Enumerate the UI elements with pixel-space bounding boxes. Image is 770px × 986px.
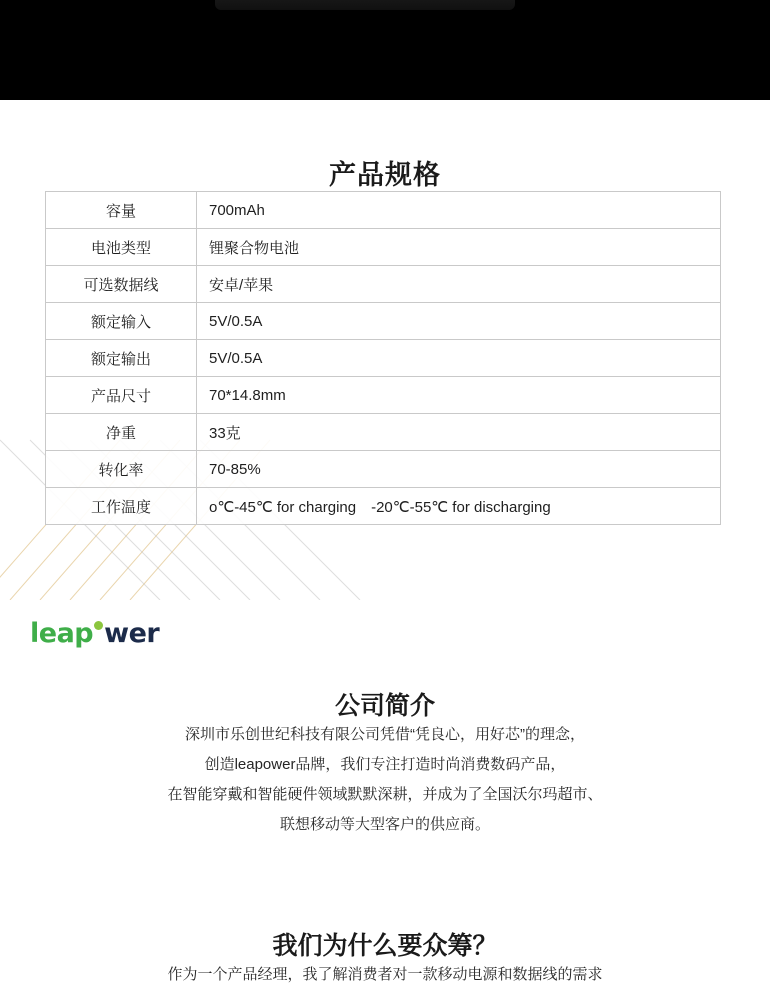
table-row bbox=[46, 414, 721, 451]
company-line: 在智能穿戴和智能硬件领域默默深耕，并成为了全国沃尔玛超市、 bbox=[167, 786, 603, 803]
spec-key: 额定输入 bbox=[46, 303, 197, 340]
table-row bbox=[46, 377, 721, 414]
spec-value: 70-85% bbox=[197, 451, 721, 488]
brand-logo bbox=[30, 618, 159, 649]
spec-value: 锂聚合物电池 bbox=[197, 229, 721, 266]
table-row bbox=[46, 192, 721, 229]
company-line: 深圳市乐创世纪科技有限公司凭借“凭良心，用好芯”的理念， bbox=[185, 726, 585, 743]
table-row bbox=[46, 303, 721, 340]
table-row bbox=[46, 451, 721, 488]
table-row bbox=[46, 340, 721, 377]
spec-value: 5V/0.5A bbox=[197, 340, 721, 377]
spec-key: 电池类型 bbox=[46, 229, 197, 266]
spec-key: 转化率 bbox=[46, 451, 197, 488]
company-title: 公司简介 bbox=[334, 691, 435, 720]
table-row bbox=[46, 266, 721, 303]
crowdfunding-description bbox=[0, 960, 770, 986]
spec-key: 工作温度 bbox=[46, 488, 197, 525]
spec-value: 700mAh bbox=[197, 192, 721, 229]
spec-key: 产品尺寸 bbox=[46, 377, 197, 414]
spec-key: 额定输出 bbox=[46, 340, 197, 377]
spec-value: 5V/0.5A bbox=[197, 303, 721, 340]
specification-section bbox=[0, 100, 770, 600]
spec-value: 安卓/苹果 bbox=[197, 266, 721, 303]
page-title: 产品规格 bbox=[329, 160, 441, 191]
crowdfunding-line: 作为一个产品经理，我了解消费者对一款移动电源和数据线的需求 bbox=[167, 966, 603, 983]
table-row bbox=[46, 229, 721, 266]
spec-value: 70*14.8mm bbox=[197, 377, 721, 414]
crowdfunding-title: 我们为什么要众筹？ bbox=[272, 931, 498, 960]
product-image-crop bbox=[215, 0, 515, 10]
logo-text-leap: leap bbox=[30, 618, 94, 649]
spec-key: 净重 bbox=[46, 414, 197, 451]
spec-key: 可选数据线 bbox=[46, 266, 197, 303]
company-description bbox=[0, 720, 770, 840]
specification-table bbox=[45, 191, 721, 525]
company-line: 创造leapower品牌，我们专注打造时尚消费数码产品， bbox=[204, 756, 566, 773]
spec-key: 容量 bbox=[46, 192, 197, 229]
spec-value: o℃-45℃ for charging -20℃-55℃ for discharging bbox=[197, 488, 721, 525]
product-photo-band bbox=[0, 0, 770, 100]
logo-dot-icon bbox=[94, 621, 103, 630]
spec-value: 33克 bbox=[197, 414, 721, 451]
company-line: 联想移动等大型客户的供应商。 bbox=[279, 816, 490, 833]
logo-text-power: wer bbox=[104, 618, 160, 649]
company-section bbox=[0, 600, 770, 986]
table-row bbox=[46, 488, 721, 525]
